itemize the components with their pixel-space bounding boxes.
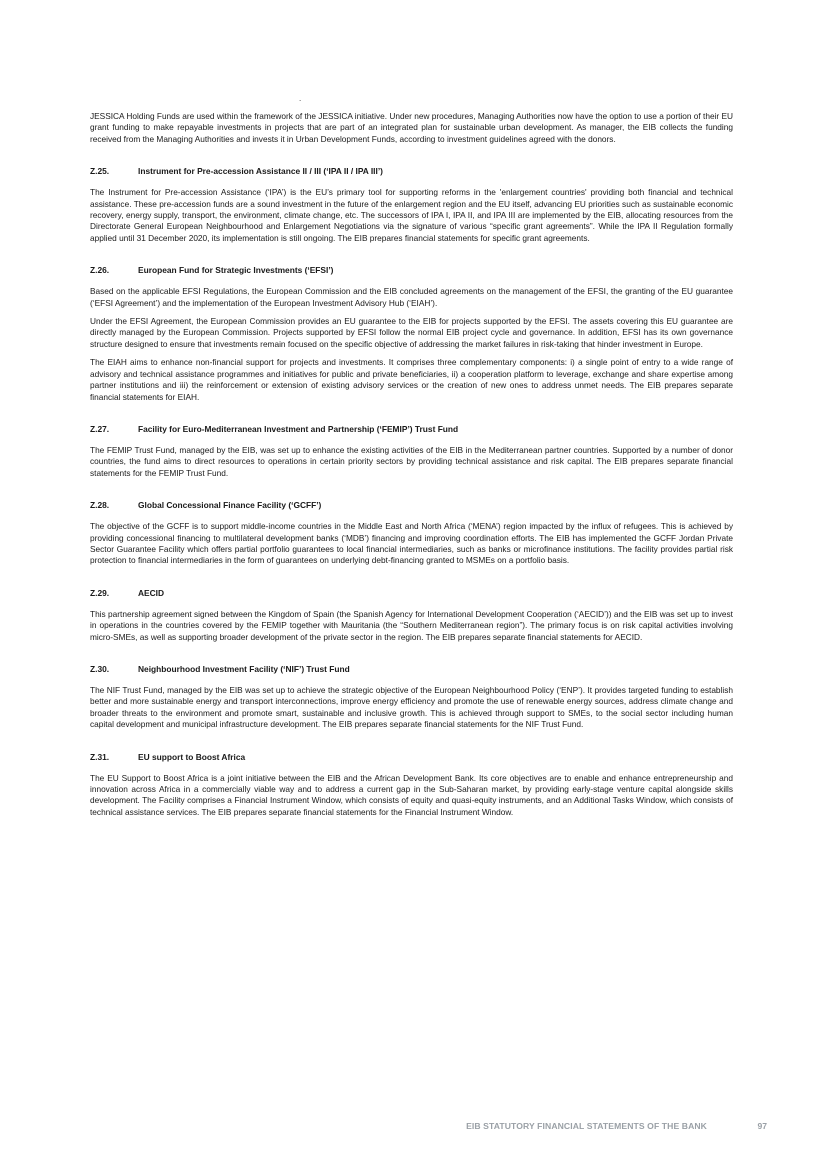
section-number: Z.26.	[90, 265, 110, 276]
section-paragraph: The NIF Trust Fund, managed by the EIB was set up to achieve the strategic objective of the European Neighbourhood Policy (‘ENP’). It provides targeted funding to establish better and more sustainable energy and transport interconnections, improve energy efficiency and promote the use of renewable energy sources, address climate change and broader threats to the environment and promote smart, sustainable and inclusive growth. This is achieved through support to SMEs, to the social sector including human capital development and municipal infrastructure development. The EIB prepares separate financial statements for the NIF Trust Fund.	[90, 684, 733, 730]
section-heading	[90, 166, 733, 177]
section-paragraph: The objective of the GCFF is to support middle-income countries in the Middle East and North Africa (‘MENA’) region impacted by the influx of refugees. This is achieved by providing concessional financing to multilateral development banks (‘MDB’) financing and improving coordination efforts. The EIB has implemented the GCFF Jordan Private Sector Guarantee Facility which offers partial portfolio guarantees to local financial intermediaries, such as banks or microfinance institutions. The facility provides partial risk protection to financial intermediaries in the form of guarantees on underlying debt-financing granted to MSMEs on a portfolio basis.	[90, 521, 733, 566]
section-title: Instrument for Pre-accession Assistance II / III (‘IPA II / IPA III’)	[138, 166, 383, 177]
section-heading	[90, 424, 733, 435]
section-number: Z.27.	[90, 423, 110, 434]
section-title: AECID	[138, 587, 165, 598]
document-body	[90, 111, 733, 825]
section-number: Z.25.	[90, 166, 110, 177]
intro-paragraph: JESSICA Holding Funds are used within the framework of the JESSICA initiative. Under new procedures, Managing Authorities now have the option to use a portion of their EU grant funding to make repayable investments in projects that are part of an integrated plan for sustainable urban development. As manager, the EIB collects the funding received from the Managing Authorities and invests it in Urban Development Funds, according to investment guidelines agreed with the donors.	[90, 111, 733, 144]
footer-title: EIB STATUTORY FINANCIAL STATEMENTS OF THE BANK	[466, 1121, 707, 1131]
section-paragraph: The FEMIP Trust Fund, managed by the EIB, was set up to enhance the existing activities of the EIB in the Mediterranean partner countries. Supported by a number of donor countries, the fund aims to direct resources to operations in certain priority sectors by providing technical assistance and risk capital. The EIB prepares separate financial statements for the FEMIP Trust Fund.	[90, 444, 733, 478]
section-30	[90, 664, 733, 731]
section-heading	[90, 664, 733, 675]
section-paragraph: Under the EFSI Agreement, the European Commission provides an EU guarantee to the EIB for projects supported by the EFSI. The assets covering this EU guarantee are directly managed by the European Commission. Projects supported by EFSI follow the normal EIB project cycle and governance. In addition, EFSI has its own governance structure designed to ensure that investments remain focused on the specific objective of addressing the market failures in risk-taking that hinder investment in Europe.	[90, 316, 733, 349]
section-paragraph: The EU Support to Boost Africa is a joint initiative between the EIB and the African Development Bank. Its core objectives are to enable and enhance entrepreneurship and innovation across Africa in a commercially viable way and to address a current gap in the Sub-Saharan market, by providing early-stage venture capital alongside skills development. The Facility comprises a Financial Instrument Window, which consists of equity and quasi-equity instruments, and an Additional Tasks Window, which consists of technical assistance services. The EIB prepares separate financial statements for the Financial Instrument Window.	[90, 772, 733, 817]
section-31	[90, 752, 733, 819]
section-heading	[90, 752, 733, 763]
section-number: Z.29.	[90, 587, 110, 598]
section-title: Global Concessional Finance Facility (‘GCFF’)	[138, 500, 322, 511]
section-title: European Fund for Strategic Investments (‘EFSI’)	[138, 265, 334, 276]
page-footer	[0, 1121, 825, 1133]
section-number: Z.31.	[90, 751, 110, 762]
section-25	[90, 166, 733, 244]
section-29	[90, 588, 733, 643]
section-title: Facility for Euro-Mediterranean Investment and Partnership (‘FEMIP’) Trust Fund	[138, 423, 459, 434]
page-number: 97	[757, 1121, 767, 1131]
section-heading	[90, 265, 733, 276]
section-number: Z.30.	[90, 663, 110, 674]
section-paragraph: Based on the applicable EFSI Regulations, the European Commission and the EIB concluded agreements on the management of the EFSI, the granting of the EU guarantee (‘EFSI Agreement’) and the implementation of the European Investment Advisory Hub (‘EIAH’).	[90, 286, 733, 308]
section-number: Z.28.	[90, 500, 110, 511]
section-heading	[90, 588, 733, 599]
section-paragraph: This partnership agreement signed between the Kingdom of Spain (the Spanish Agency for International Development Cooperation (‘AECID’)) and the EIB was set up to invest in operations in the countries covered by the FEMIP together with Mauritania (the “Southern Mediterranean region”). The primary focus is on risk capital activities involving micro-SMEs, as well as supporting broader development of the private sector in the region. The EIB prepares separate financial statements for AECID.	[90, 608, 733, 642]
section-paragraph: The Instrument for Pre-accession Assistance (‘IPA’) is the EU’s primary tool for supporting reforms in the 'enlargement countries' providing both financial and technical assistance. These pre-accession funds are a sound investment in the future of the enlargement region and the EU itself, advancing EU priorities such as sustainable economic recovery, energy supply, transport, the environment, climate change, etc. The successors of IPA I, IPA II, and IPA III are implemented by the EIB, allocating resources from the Directorate General European Neighbourhood and Enlargement Negotiations via the signature of various “specific grant agreements”. While the IPA II Regulation formally applied until 31 December 2020, its implementation is still ongoing. The EIB prepares financial statements for specific grant agreements.	[90, 187, 733, 243]
section-26	[90, 265, 733, 403]
stray-mark: .	[299, 94, 302, 103]
section-27	[90, 424, 733, 479]
section-heading	[90, 500, 733, 511]
sections-container	[90, 166, 733, 818]
section-title: EU support to Boost Africa	[138, 751, 246, 762]
section-28	[90, 500, 733, 567]
section-paragraph: The EIAH aims to enhance non-financial support for projects and investments. It comprises three complementary components: i) a single point of entry to a wide range of advisory and technical assistance programmes and initiatives for public and private beneficiaries, ii) a cooperation platform to leverage, exchange and share expertise among partner institutions and iii) the reinforcement or extension of existing advisory services or the creation of new ones to address unmet needs. The EIB prepares separate financial statements for EIAH.	[90, 357, 733, 402]
section-title: Neighbourhood Investment Facility (‘NIF’) Trust Fund	[138, 663, 350, 674]
